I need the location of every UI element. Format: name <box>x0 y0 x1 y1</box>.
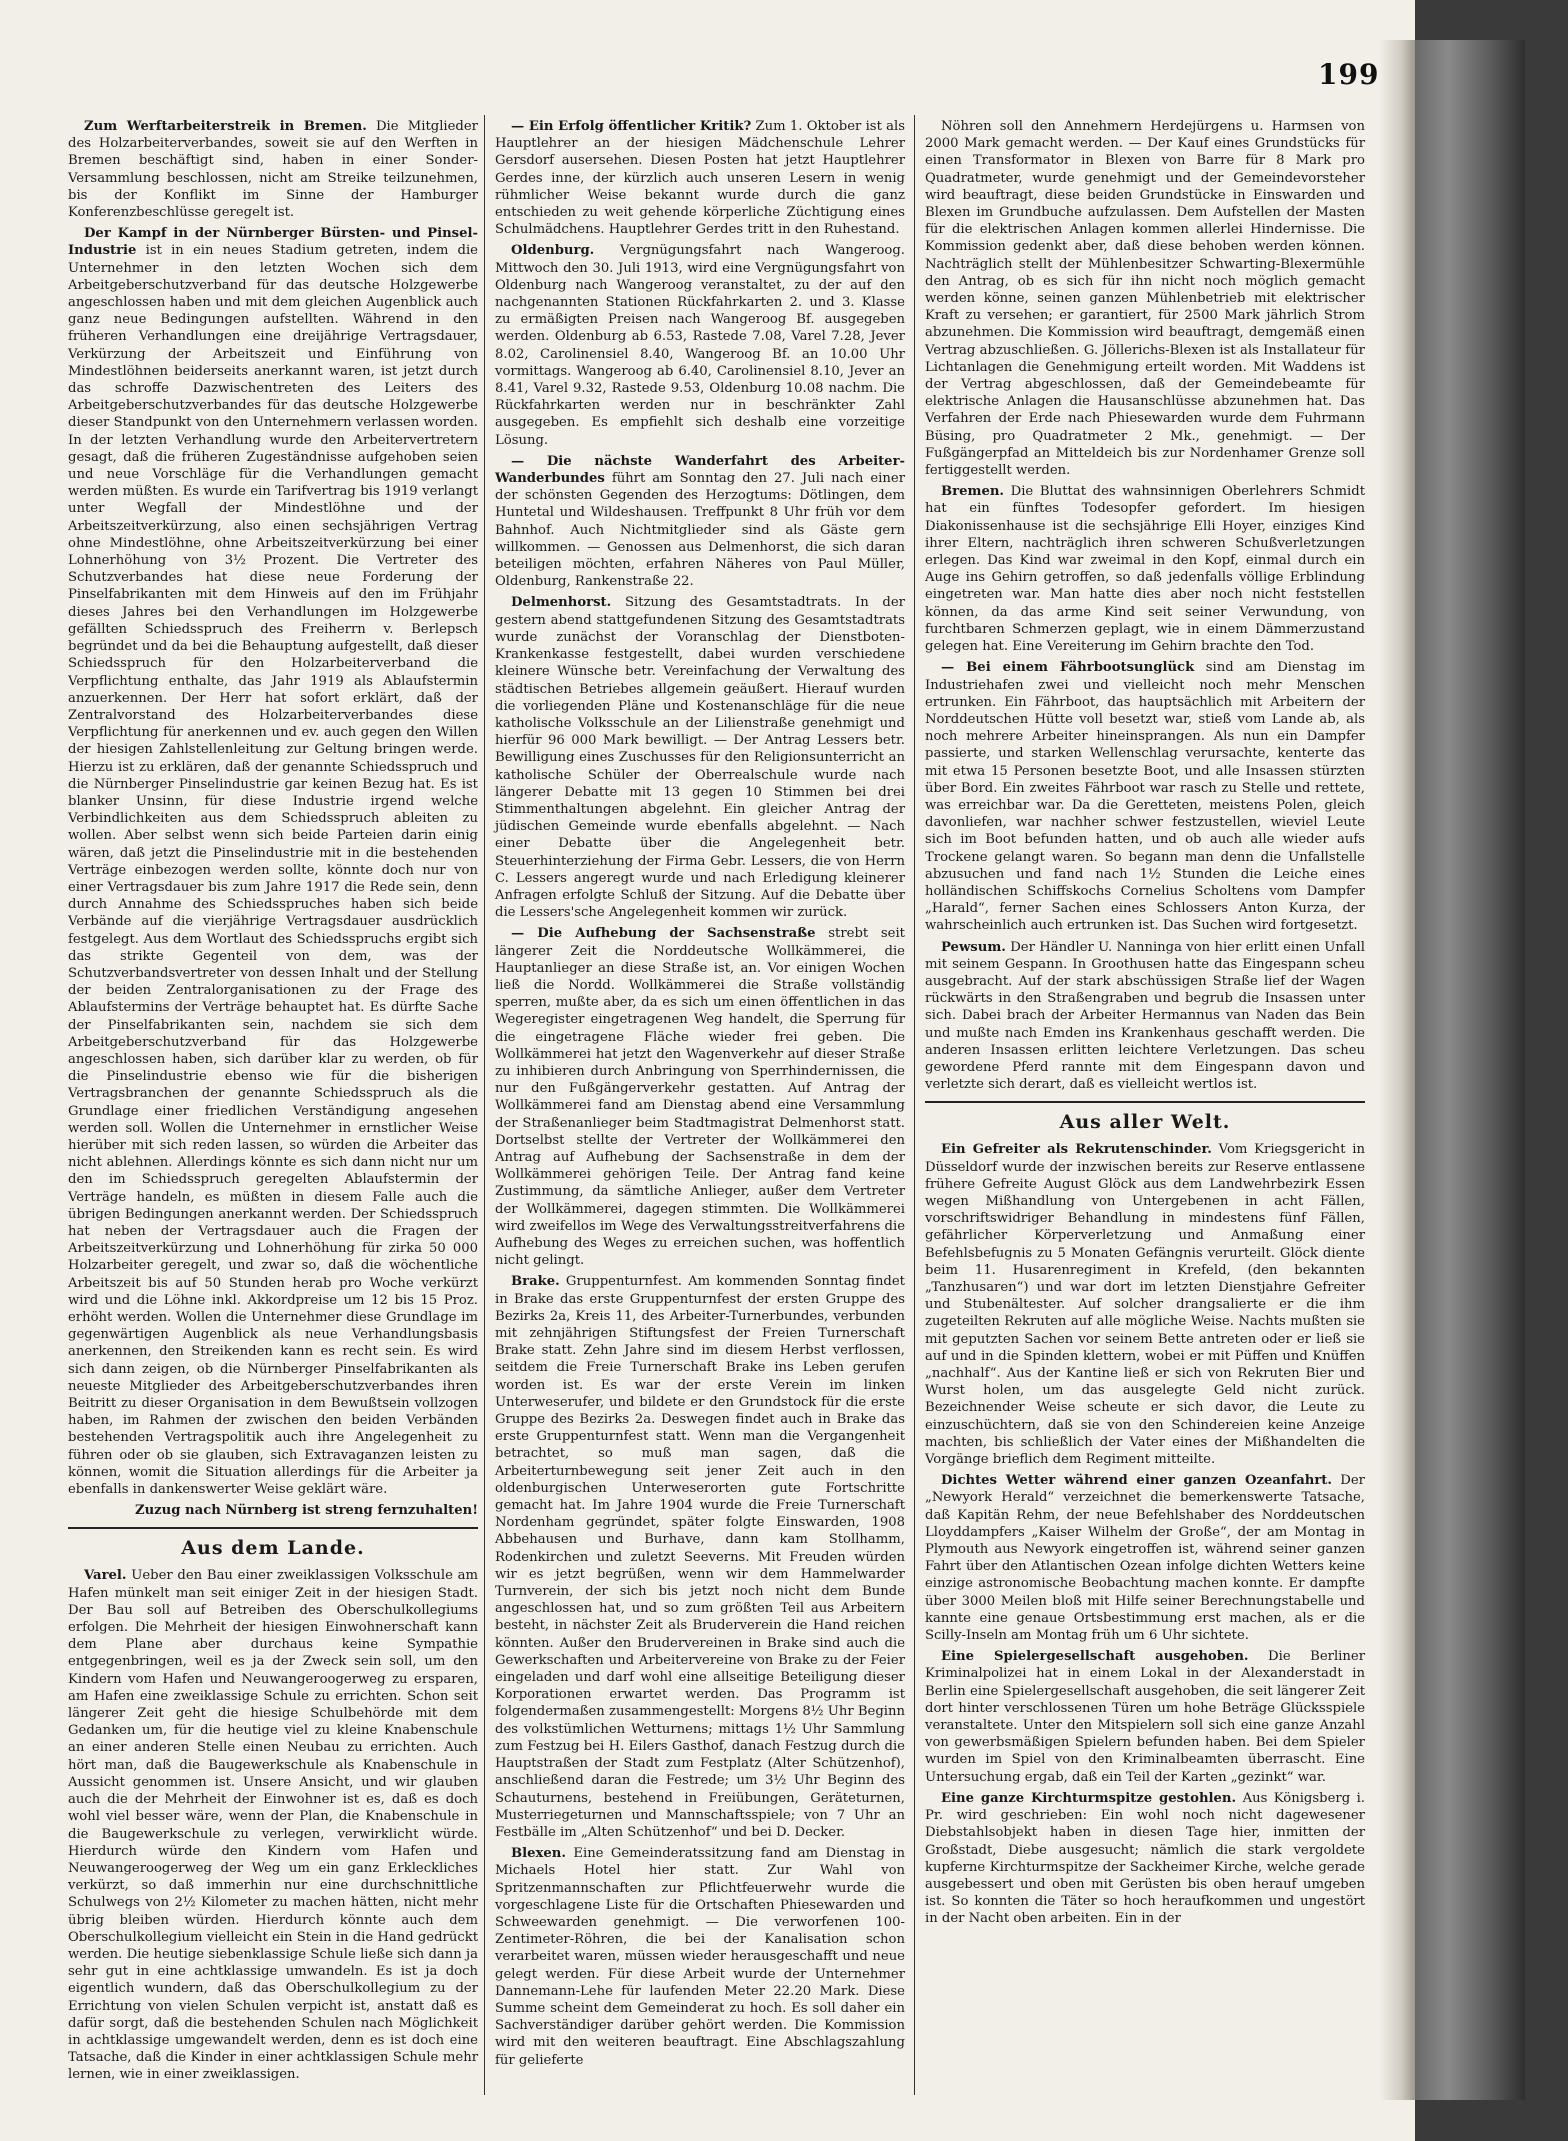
column-rule <box>484 115 485 2095</box>
article-paragraph <box>925 939 1365 1094</box>
article-paragraph <box>925 1648 1365 1786</box>
article-body: führt am Sonntag den 27. Juli nach einer der schönsten Gegenden des Herzogtums: Dötlingen, dem Huntetal und Wildeshausen. Treffpunkt 8 Uhr früh vor dem Bahnhof. Auch Nichtmitglieder sind als Gäste gern willkommen. — Genossen aus Delmenhorst, die sich daran beteiligen möchten, erfahren Näheres von Paul Müller, Oldenburg, Rankenstraße 22. <box>495 471 906 590</box>
article-headline: — Ein Erfolg öffentlicher Kritik? <box>511 119 752 134</box>
article-body: Der Händler U. Nanninga von hier erlitt einen Unfall mit seinem Gespann. In Groothusen hatte das Eingespann scheu ausgebracht. Auf der stark abschüssigen Straße lief der Wagen rückwärts in den Straßengraben und begrub die Insassen unter sich. Dabei brach der Arbeiter Hermannus van Naden das Bein und mußte nach Emden ins Krankenhaus geschafft werden. Die anderen Insassen erlitten leichtere Verletzungen. Das scheu gewordene Pferd rannte mit dem Eingespann davon und verletzte sich derart, daß es vielleicht wertlos ist. <box>925 939 1365 1093</box>
article-paragraph <box>68 225 478 1498</box>
article-headline: Dichtes Wetter während einer ganzen Ozeanfahrt. <box>941 1473 1332 1489</box>
article-body: sind am Dienstag im Industriehafen zwei und vielleicht noch mehr Menschen ertrunken. Ein Fährboot, das hauptsächlich mit Arbeitern der Norddeutschen Hütte voll besetzt war, stieß vom Lande ab, als noch mehrere Arbeiter hineinsprangen. Als nun ein Dampfer passierte, und starken Wellenschlag verursachte, kenterte das mit etwa 15 Personen besetzte Boot, und alle Insassen stürzten über Bord. Ein zweites Fährboot war rasch zu Stelle und rettete, was erreichbar war. Da die Geretteten, meistens Polen, gleich davonliefen, war nachher schwer festzustellen, wieviel Leute sich im Boot befunden hatten, und ob auch alle wieder aufs Trockene gelangt waren. So begann man denn die Unfallstelle abzusuchen und fand nach 1½ Stunden die Leiche eines holländischen Schiffskochs Cornelius Scholtens vom Dampfer „Harald“, ferner Sachen eines Schlossers Anton Kurza, der wahrscheinlich auch ertrunken ist. Das Suchen wird fortgesetzt. <box>925 660 1365 934</box>
article-headline: Blexen. <box>511 1846 566 1862</box>
article-headline: Pewsum. <box>941 939 1006 955</box>
article-body: Vergnügungsfahrt nach Wangeroog. Mittwoch den 30. Juli 1913, wird eine Vergnügungsfahrt von Oldenburg nach Wangeroog veranstaltet, zu der auf den nachgenannten Stationen Rückfahrkarten 2. und 3. Klasse zu ermäßigten Preisen nach Wangeroog Bf. ausgegeben werden. Oldenburg ab 6.53, Rastede 7.08, Varel 7.28, Jever 8.02, Carolinensiel 8.40, Wangeroog Bf. an 10.00 Uhr vormittags. Wangeroog ab 6.40, Carolinensiel 8.10, Jever an 8.41, Varel 9.32, Rastede 9.53, Oldenburg 10.08 nachm. Die Rückfahrkarten werden nur in beschränkter Zahl ausgegeben. Es empfiehlt sich deshalb eine vorzeitige Lösung. <box>495 243 905 448</box>
column-2 <box>495 118 905 2073</box>
page-number: 199 <box>1318 58 1380 91</box>
article-body: Eine Gemeinderatssitzung fand am Dienstag in Michaels Hotel hier statt. Zur Wahl von Spritzenmannschaften zur Pflichtfeuerwehr wurde die vorgeschlagene Liste für die Ortschaften Phiesewarden und Schweewarden genehmigt. — Die verworfenen 100-Zentimeter-Röhren, die bei der Kanalisation schon verarbeitet waren, müssen wieder herausgeschafft und neue gelegt werden. Für diese Arbeit wurde der Unternehmer Dannemann-Lehe für laufenden Meter 22.20 Mark. Diese Summe scheint dem Gemeinderat zu hoch. Es soll daher ein Sachverständiger darüber gehört werden. Die Kommission wird mit den weiteren beauftragt. Eine Abschlagszahlung für gelieferte <box>495 1846 905 2068</box>
article-headline: Varel. <box>84 1568 127 1584</box>
article-paragraph <box>495 1845 905 2069</box>
article-headline: Eine ganze Kirchturmspitze gestohlen. <box>941 1790 1237 1806</box>
article-body: Die Berliner Kriminalpolizei hat in einem Lokal in der Alexanderstadt in Berlin eine Spielergesellschaft ausgehoben, die seit längerer Zeit dort hinter verschlossenen Türen um hohe Beträge Glücksspiele veranstaltete. Unter den Mitspielern soll sich eine ganze Anzahl von gewerbsmäßigen Spielern befunden haben. Bei dem Spieler wurden im Spiel von den Kriminalbeamten überrascht. Eine Untersuchung ergab, daß ein Teil der Karten „gezinkt“ war. <box>925 1649 1365 1785</box>
article-paragraph <box>925 483 1365 655</box>
section-rule <box>68 1527 478 1529</box>
column-1 <box>68 118 478 2088</box>
article-body: strebt seit längerer Zeit die Norddeutsche Wollkämmerei, die Hauptanlieger an diese Straße ist, an. Vor einigen Wochen ließ die Nordd. Wollkämmerei die Straße vollständig sperren, mußte aber, da es sich um einen öffentlichen in das Wegeregister eingetragenen Weg handelt, die Sperrung für die eingetragene Fläche wieder frei geben. Die Wollkämmerei hat jetzt den Wagenverkehr auf dieser Straße zu inhibieren durch Anbringung von Sperrhindernissen, die nur den Fußgängerverkehr gestatten. Auf Antrag der Wollkämmerei fand am Dienstag abend eine Versammlung der Straßenanlieger beim Stadtmagistrat Delmenhorst statt. Dortselbst stellte der Vertreter der Wollkämmerei den Antrag auf Aufhebung der Sachsenstraße in dem der Wollkämmerei gehörigen Teile. Der Antrag fand keine Zustimmung, da sämtliche Anlieger, außer dem Vertreter der Wollkämmerei, dagegen stimmten. Die Wollkämmerei wird zweifellos im Wege des Verwaltungsstreitverfahrens die Aufhebung des Weges zu erreichen suchen, was hoffentlich nicht gelingt. <box>495 926 905 1269</box>
article-paragraph <box>925 1141 1365 1468</box>
article-headline: Brake. <box>511 1274 560 1290</box>
article-headline: Bremen. <box>941 484 1005 500</box>
article-body: Ueber den Bau einer zweiklassigen Volksschule am Hafen münkelt man seit einiger Zeit in der hiesigen Stadt. Der Bau soll auf Betreiben des Oberschulkollegiums erfolgen. Die Mehrheit der hiesigen Einwohnerschaft kann dem Plane aber durchaus keine Sympathie entgegenbringen, weil es ja der Zweck sein soll, um den Kindern vom Hafen und Neuwangeroogerweg zu ersparen, am Hafen eine zweiklassige Schule zu errichten. Schon seit längerer Zeit geht die hiesige Schulbehörde mit dem Gedanken um, für die heutige viel zu kleine Knabenschule an einer anderen Stelle einen Neubau zu errichten. Auch hört man, daß die Baugewerkschule als Knabenschule in Aussicht genommen ist. Unsere Ansicht, und wir glauben auch die der Mehrheit der Einwohner ist es, daß es doch wohl viel besser wäre, wenn der Plan, die Knabenschule in die Baugewerkschule zu verlegen, verwirklicht würde. Hierdurch würde den Kindern vom Hafen und Neuwangeroogerweg der Weg um ein ganz Erkleckliches verkürzt, so daß immerhin nur eine durchschnittliche Schulwegs von 2½ Kilometer zu machen hätten, nicht mehr übrig bleiben würden. Hierdurch könnte auch dem Oberschulkollegium vielleicht ein Stein in die Hand gedrückt werden. Die heutige siebenklassige Schule ließe sich dann ja sehr gut in eine achtklassige umwandeln. Es ist ja doch eigentlich wundern, daß das Oberschulkollegium zu der Errichtung von vielen Schulen verpicht ist, anstatt daß es dafür sorgt, daß die bestehenden Schulen nach Möglichkeit in achtklassige umgewandelt werden, denn es ist doch eine Tatsache, daß die Kinder in einer achtklassigen Schule mehr lernen, wie in einer zweiklassigen. <box>68 1568 478 2083</box>
page-edge-shadow <box>1380 40 1416 2100</box>
article-headline: — Die nächste Wanderfahrt des Arbeiter-Wanderbundes <box>495 453 905 487</box>
article-paragraph <box>925 659 1365 934</box>
article-body: Sitzung des Gesamtstadtrats. In der gestern abend stattgefundenen Sitzung des Gesamtstadtrats wurde zunächst der Voranschlag der Dienstboten-Krankenkasse festgestellt, dabei wurden verschiedene kleinere Wünsche betr. Vereinfachung der Verwaltung des städtischen Betriebes allgemein geäußert. Hierauf wurden die vorliegenden Pläne und Kostenanschläge für die neue katholische Volksschule an der Lilienstraße genehmigt und hierfür 96 000 Mark bewilligt. — Der Antrag Lessers betr. Bewilligung eines Zuschusses für den Religionsunterricht an katholische Schüler der Oberrealschule wurde nach längerer Debatte mit 13 gegen 10 Stimmen bei drei Stimmenthaltungen abgelehnt. Ein gleicher Antrag der jüdischen Gemeinde wurde ebenfalls abgelehnt. — Nach einer Debatte über die Angelegenheit betr. Steuerhinterziehung der Firma Gebr. Lessers, die von Herrn C. Lessers angeregt wurde und nach Erledigung kleinerer Anfragen erfolgte Schluß der Sitzung. Auf die Debatte über die Lessers'sche Angelegenheit kommen wir zurück. <box>495 595 905 921</box>
article-body: ist in ein neues Stadium getreten, indem die Unternehmer in den letzten Wochen sich dem Arbeitgeberschutzverband für das deutsche Holzgewerbe angeschlossen haben und mit dem gleichen Augenblick auch ganz neue Bedingungen aufstellten. Während in den früheren Verhandlungen eine dreijährige Vertragsdauer, Verkürzung der Arbeitszeit und Einführung von Mindestlöhnen beiderseits anerkannt waren, ist jetzt durch das schroffe Dazwischentreten des Leiters des Arbeitgeberschutzverbandes für das deutsche Holzgewerbe dieser Standpunkt von den Unternehmern verlassen worden. In der letzten Verhandlung wurde den Arbeitervertretern gesagt, daß die früheren Zugeständnisse aufgehoben seien und neue Vorschläge für die Verhandlungen gemacht werden müßten. Es wurde ein Tarifvertrag bis 1919 verlangt unter Wegfall der Mindestlöhne und der Arbeitszeitverkürzung, also einen sechsjährigen Vertrag ohne Mindestlöhne, ohne Arbeitszeitverkürzung bei einer Lohnerhöhung von 3½ Prozent. Die Vertreter des Schutzverbandes hat diese neue Forderung der Pinselfabrikanten mit dem Hinweis auf den im Frühjahr dieses Jahres bei den Verhandlungen im Holzgewerbe gefällten Schiedsspruch des Freiherrn v. Berlepsch begründet und da bei die Behauptung aufgestellt, daß dieser Schiedsspruch für den Holzarbeiterverband die Verpflichtung enthalte, das Jahr 1919 als Ablaufstermin anzuerkennen. Der Herr hat sofort erklärt, daß der Zentralvorstand des Holzarbeiterverbandes diese Verpflichtung für anerkennen und ev. auch gegen den Willen der hiesigen Zahlstellenleitung zur Geltung bringen werde. Hierzu ist zu erklären, daß der genannte Schiedsspruch und die Nürnberger Pinselindustrie gar keinen Bezug hat. Es ist blanker Unsinn, für diese Industrie irgend welche Verbindlichkeiten aus dem Schiedsspruch ableiten zu wollen. Aber selbst wenn sich beide Parteien darin einig wären, daß jetzt die Pinselindustrie mit in die bestehenden Verträge einbezogen werden sollte, könnte doch nur von einer Vertragsdauer bis zum Jahre 1917 die Rede sein, denn durch Annahme des Schiedsspruches haben sich beide Verbände auf die vierjährige Vertragsdauer ausdrücklich festgelegt. Aus dem Wortlaut des Schiedsspruchs ergibt sich das strikte Gegenteil von dem, was der Schutzverbandsvertreter von dessen Inhalt und der Stellung der beiden Zentralorganisationen zu der Frage des Ablaufstermins der Verträge behauptet hat. Es dürfte Sache der Pinselfabrikanten sein, nachdem sie sich dem Arbeitgeberschutzverband für das Holzgewerbe angeschlossen haben, sich darüber klar zu werden, ob für die Pinselindustrie ebenso wie für die bisherigen Vertragsbranchen der genannte Schiedsspruch als die Grundlage einer friedlichen Verständigung angesehen werden soll. Wollen die Unternehmer in ernstlicher Weise hierüber mit sich reden lassen, so würden die Arbeiter das nicht ablehnen. Allerdings könnte es sich dann nicht nur um den im Schiedsspruch geregelten Ablaufstermin der Verträge handeln, es müßten in diesem Falle auch die übrigen Bedingungen anerkannt werden. Der Schiedsspruch hat neben der Vertragsdauer auch die Fragen der Arbeitszeitverkürzung und Lohnerhöhung für zirka 50 000 Holzarbeiter geregelt, und zwar so, daß die wöchentliche Arbeitszeit bis auf 50 Stunden herab pro Woche verkürzt wird und die Löhne inkl. Akkordpreise um 12 bis 15 Proz. erhöht werden. Wollen die Unternehmer diese Grundlage im gegenwärtigen Augenblick als neue Verhandlungsbasis anerkennen, den Streikenden kann es recht sein. Es wird sich dann zeigen, ob die Nürnberger Pinselfabrikanten als neueste Mitglieder des Arbeitgeberschutzverbandes ihren Beitritt zu dieser Organisation in dem Bewußtsein vollzogen haben, im Rahmen der zwischen den beiden Verbänden bestehenden Vertragspolitik auch ihre Angelegenheit zu führen oder ob sie glauben, sich Extravaganzen leisten zu können, womit die Situation allerdings für die Arbeiter ja ebenfalls in dankenswerter Weise geklärt wäre. <box>68 243 478 1498</box>
article-paragraph <box>68 1567 478 2083</box>
article-body: Die Mitglieder des Holzarbeiterverbandes, soweit sie auf den Werften in Bremen beschäftigt sind, haben in einer Sonder-Versammlung beschlossen, nicht am Streike teilzunehmen, bis der Konflikt im Sinne der Hamburger Konferenzbeschlüsse geregelt ist. <box>68 119 478 221</box>
article-headline: Eine Spielergesellschaft ausgehoben. <box>941 1649 1249 1665</box>
article-body: Der „Newyork Herald“ verzeichnet die bemerkenswerte Tatsache, daß Kapitän Rehm, der neue Befehlshaber des Norddeutschen Lloyddampfers „Kaiser Wilhelm der Große“, der am Montag in Plymouth aus Newyork eingetroffen ist, während seiner ganzen Fahrt über den Atlantischen Ozean infolge dichten Wetters keine einzige astronomische Beobachtung machen konnte. Er dampfte über 3000 Meilen bloß mit Hilfe seiner Berechnungstabelle und kannte eine genaue Ortsbestimmung erst machen, als er die Scilly-Inseln am Montag früh um 6 Uhr sichtete. <box>925 1473 1365 1644</box>
article-paragraph <box>495 1273 905 1841</box>
section-rule <box>925 1101 1365 1103</box>
article-paragraph <box>495 453 905 591</box>
article-headline: Oldenburg. <box>511 243 595 259</box>
article-paragraph <box>925 1790 1365 1928</box>
article-paragraph <box>68 118 478 221</box>
section-heading: Aus dem Lande. <box>181 1537 365 1560</box>
article-headline: — Die Aufhebung der Sachsenstraße <box>511 926 816 942</box>
article-paragraph <box>495 594 905 921</box>
book-binding <box>1415 40 1525 2100</box>
article-paragraph <box>495 925 905 1269</box>
article-headline: Der Kampf in der Nürnberger Bürsten- und Pinsel-Industrie <box>68 226 478 259</box>
article-headline: Delmenhorst. <box>511 595 612 611</box>
column-3 <box>925 118 1365 1932</box>
article-body: Die Bluttat des wahnsinnigen Oberlehrers Schmidt hat ein fünftes Todesopfer gefordert. Im hiesigen Diakonissenhause ist die sechsjährige Elli Hoyer, einziges Kind ihrer Eltern, nachträglich ihren schweren Schußverletzungen erlegen. Das Kind war zweimal in den Kopf, einmal durch ein Auge ins Gehirn getroffen, so daß jedenfalls völlige Erblindung eingetreten war. Man hatte dies aber noch nicht feststellen können, da das arme Kind seit seiner Verwundung, von furchtbaren Schmerzen geplagt, wie in einem Dämmerzustand gelegen hat. Eine Vereiterung im Gehirn brachte den Tod. <box>925 484 1365 655</box>
article-paragraph <box>925 118 1365 479</box>
article-body: Gruppenturnfest. Am kommenden Sonntag findet in Brake das erste Gruppenturnfest der ersten Gruppe des Bezirks 2a, Kreis 11, des Arbeiter-Turnerbundes, verbunden mit zehnjährigen Stiftungsfest der Freien Turnerschaft Brake statt. Zehn Jahre sind im diesem Herbst verflossen, seitdem die Freie Turnerschaft Brake ins Leben gerufen worden ist. Es war der erste Verein im linken Unterweserufer, und bildete er den Grundstock für die erste Gruppe des Bezirks 2a. Deswegen findet auch in Brake das erste Gruppenturnfest statt. Wenn man die Vergangenheit betrachtet, so muß man sagen, daß die Arbeiterturnbewegung seit jener Zeit auch in den oldenburgischen Unterweserorten gute Fortschritte gemacht hat. Im Jahre 1904 wurde die Freie Turnerschaft Nordenham gegründet, später folgte Einswarden, 1908 Abbehausen und Burhave, dann kam Stollhamm, Rodenkirchen und zuletzt Seeverns. Mit Freuden würden wir es jetzt begrüßen, wenn wir dem Hammelwarder Turnverein, der sich bis jetzt noch nicht dem Bunde angeschlossen hat, und so zum größten Teil aus Arbeitern besteht, in nächster Zeit als Bruderverein die Hand reichen könnten. Außer den Brudervereinen in Brake sind auch die Gewerkschaften und Arbeitervereine von Brake zu der Feier eingeladen und darf wohl eine allseitige Beteiligung dieser Korporationen erwartet werden. Das Programm ist folgendermaßen zusammengestellt: Morgens 8½ Uhr Beginn des volkstümlichen Wetturnens; mittags 1½ Uhr Sammlung zum Festzug bei H. Eilers Gasthof, danach Festzug durch die Hauptstraßen der Stadt zum Festplatz (Alter Schützenhof), anschließend daran die Festrede; um 3½ Uhr Beginn des Schauturnens, bestehend in Freiübungen, Geräteturnen, Musterriegeturnen und Mannschaftsspiele; von 7 Uhr an Festbälle im „Alten Schützenhof“ und bei D. Decker. <box>495 1274 905 1840</box>
article-body: Aus Königsberg i. Pr. wird geschrieben: Ein wohl noch nicht dagewesener Diebstahlsobjekt haben in diesen Tage hier, inmitten der Großstadt, Diebe ausgesucht; nämlich die stark vergoldete kupferne Kirchturmspitze der Sackheimer Kirche, welche gerade ausgebessert und oben mit Gerüsten bis oben herauf umgeben ist. So konnten die Täter so hoch heraufkommen und ungestört in der Nacht oben arbeiten. Ein in der <box>925 1790 1365 1927</box>
article-headline: — Bei einem Fährbootsunglück <box>941 660 1195 676</box>
section-heading: Aus aller Welt. <box>1059 1111 1231 1134</box>
article-body: Zuzug nach Nürnberg ist streng fernzuhalten! <box>134 1503 478 1519</box>
article-closing-line <box>68 1502 478 1519</box>
article-headline: Zum Werftarbeiterstreik in Bremen. <box>84 119 367 134</box>
article-body: Vom Kriegsgericht in Düsseldorf wurde der inzwischen bereits zur Reserve entlassene frühere Gefreite August Glöck aus dem Landwehrbezirk Essen wegen Mißhandlung von Untergebenen in acht Fällen, vorschriftswidriger Behandlung in mindestens fünf Fällen, gefährlicher Körperverletzung und Anmaßung einer Befehlsbefugnis zu 5 Monaten Gefängnis verurteilt. Glöck diente beim 11. Husarenregiment in Krefeld, (den bekannten „Tanzhusaren“) und war dort im letzten Dienstjahre Gefreiter und Stubenältester. Auf solcher drangsalierte er die ihm zugeteilten Rekruten auf alle mögliche Weise. Nachts mußten sie mit geputzten Sachen vor seinem Bette antreten oder er ließ sie auf und in die Spinden klettern, wobei er mit Püffen und Knüffen „nachhalf“. Aus der Kantine ließ er sich von Rekruten Bier und Wurst holen, um das ausgelegte Geld nicht zurück. Bezeichnender Weise scheute er sich davor, die Leute zu einzuschüchtern, daß sie von den Schindereien keine Anzeige machten, bis schließlich der Vater eines der Mißhandelten die Vorgänge brieflich dem Regiment mitteilte. <box>925 1142 1365 1468</box>
column-rule <box>914 115 915 2095</box>
article-paragraph <box>925 1472 1365 1644</box>
article-paragraph <box>495 118 905 238</box>
article-body: Zum 1. Oktober ist als Hauptlehrer an der hiesigen Mädchenschule Lehrer Gersdorf ausersehen. Diesen Posten hat jetzt Hauptlehrer Gerdes inne, der kürzlich auch unseren Lesern in wenig rühmlicher Weise bekannt wurde durch die ganz entschieden zu weit gehende körperliche Züchtigung eines Schulmädchens. Hauptlehrer Gerdes tritt in den Ruhestand. <box>495 119 905 238</box>
article-headline: Ein Gefreiter als Rekrutenschinder. <box>941 1142 1212 1158</box>
article-paragraph <box>495 242 905 448</box>
article-body: Nöhren soll den Annehmern Herdejürgens u. Harmsen von 2000 Mark gemacht werden. — Der Kauf eines Grundstücks für einen Transformator in Blexen von Barre für 8 Mark pro Quadratmeter, wurde genehmigt und der Gemeindevorsteher wird beauftragt, diese beiden Grundstücke in Einswarden und Blexen im Grundbuche aufzulassen. Dem Aufstellen der Masten für die elektrischen Anlagen kommen allerlei Hindernisse. Die Kommission gedenkt aber, daß diese behoben werden können. Nachträglich stellt der Mühlenbesitzer Schwarting-Blexermühle den Antrag, ob es sich für ihn nicht noch möglich gemacht werden könne, seinen ganzen Mühlenbetrieb mit elektrischer Kraft zu versehen; er garantiert, für 2500 Mark jährlich Strom abzunehmen. Die Kommission wird beauftragt, demgemäß einen Vertrag abzuschließen. G. Jöllerichs-Blexen ist als Installateur für Lichtanlagen die Genehmigung erteilt worden. Mit Waddens ist der Vertrag abgeschlossen, daß der Gemeindebeamte für elektrische Anlagen die Hausanschlüsse abzunehmen hat. Das Verfahren der Erde nach Phiesewarden wurde dem Fuhrmann Büsing, pro Quadratmeter 2 Mk., genehmigt. — Der Fußgängerpfad an Mitteldeich bis zur Nordenhamer Grenze soll fertiggestellt werden. <box>925 119 1365 479</box>
